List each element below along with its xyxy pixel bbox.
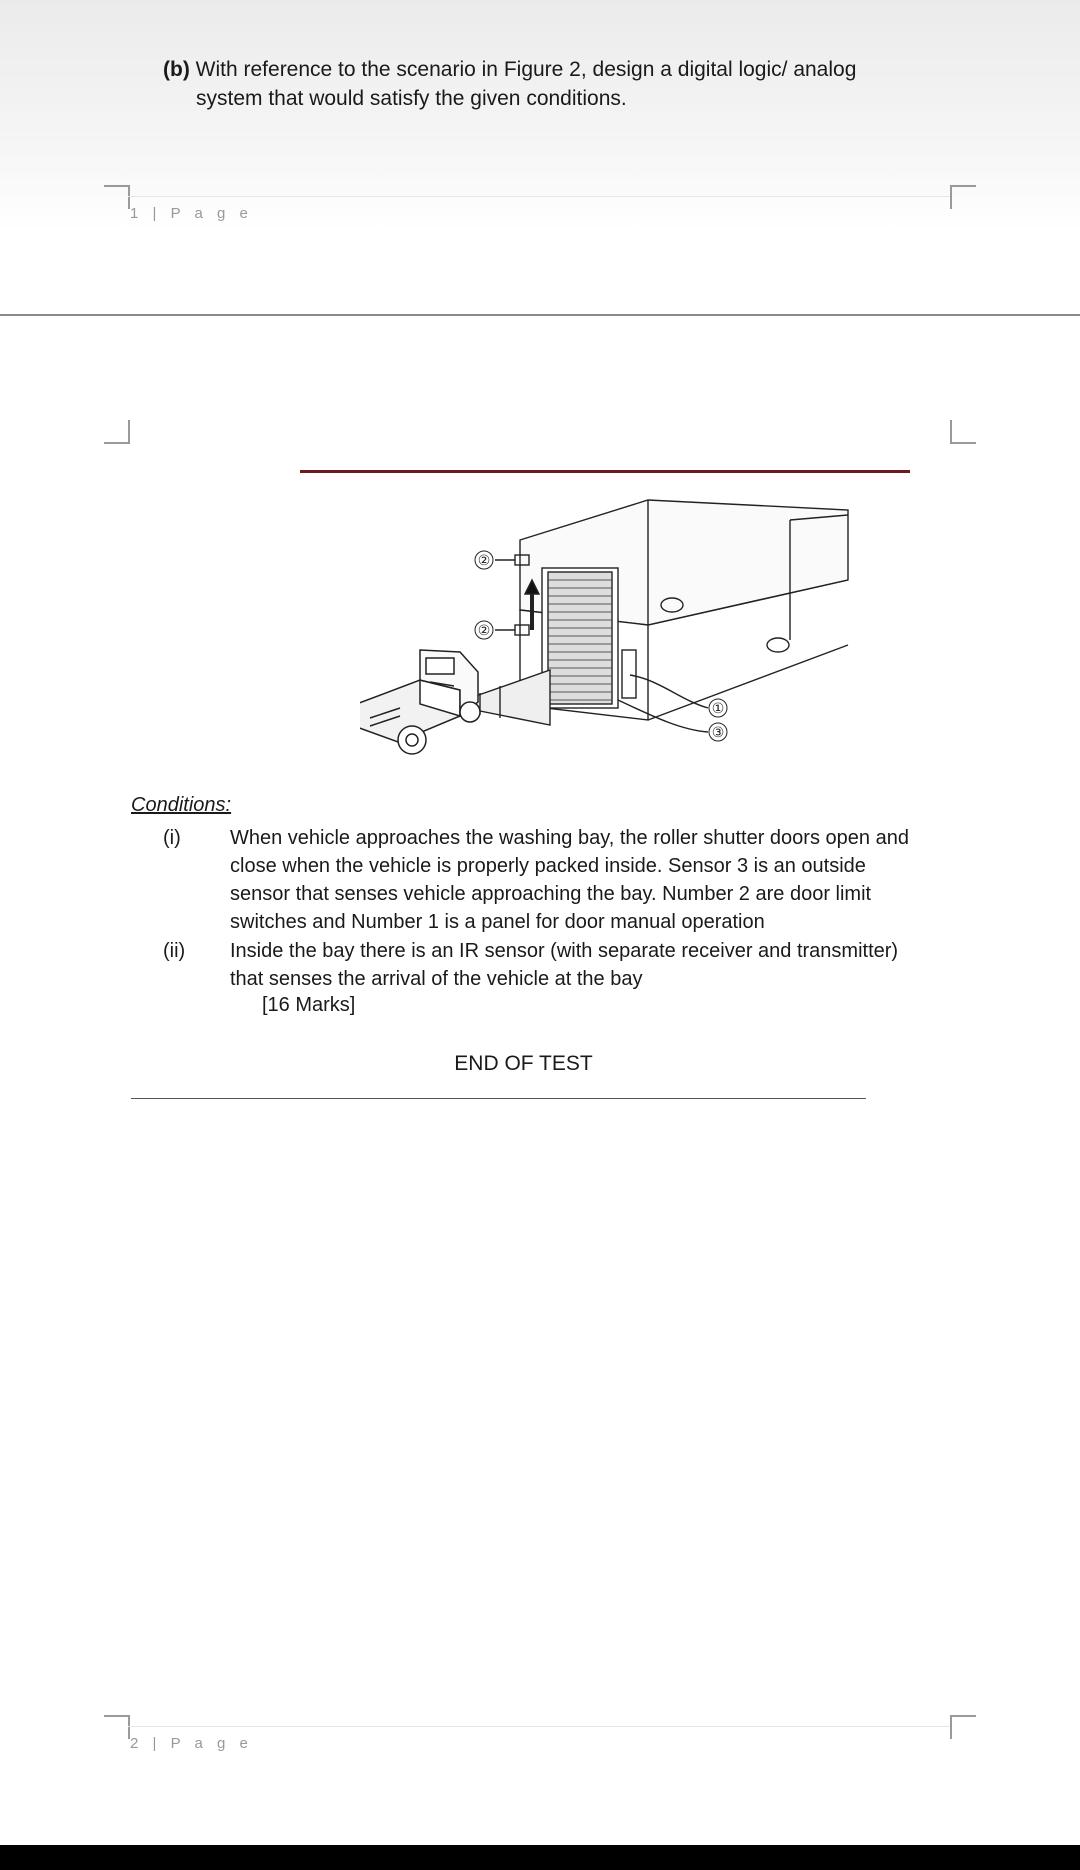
- callout-label-2b: ②: [477, 623, 491, 639]
- end-of-test: END OF TEST: [454, 1052, 593, 1075]
- ir-receiver: [767, 638, 789, 652]
- footer-line: [128, 196, 950, 197]
- question-label: (b): [163, 58, 190, 81]
- condition-item-2: [163, 937, 943, 993]
- footer-line: [128, 1726, 950, 1727]
- marks-label: [16 Marks]: [262, 994, 356, 1016]
- question-b: [163, 55, 923, 113]
- page-number-2: 2 | P a g e: [130, 1735, 253, 1752]
- condition-number: (i): [163, 827, 181, 849]
- page-corner-mark: [950, 185, 976, 209]
- question-text-line1: With reference to the scenario in Figure 2, design a digital logic/ analog: [195, 58, 857, 81]
- conditions-title: Conditions:: [131, 794, 232, 816]
- page-corner-mark: [950, 420, 976, 444]
- page-corner-mark: [950, 1715, 976, 1739]
- page-corner-mark: [104, 420, 130, 444]
- screen-bottom-bar: [0, 1845, 1080, 1870]
- callout-label-2a: ②: [477, 553, 491, 569]
- callout-label-1: ①: [711, 701, 725, 717]
- condition-text: When vehicle approaches the washing bay, the roller shutter doors open and close when the vehicle is properly packed inside. Sensor 3 is an outside sensor that senses vehicle approaching the bay. Number 2 are door limit switches and Number 1 is a panel for door manual operation: [230, 827, 909, 933]
- page-separator: [0, 314, 1080, 316]
- condition-text: Inside the bay there is an IR sensor (with separate receiver and transmitter) that senses the arrival of the vehicle at the bay: [230, 940, 899, 990]
- page-number-1: 1 | P a g e: [130, 205, 253, 222]
- condition-item-1: [163, 824, 943, 936]
- building-base-line: [648, 645, 848, 720]
- page-corner-mark: [104, 185, 130, 209]
- page-corner-mark: [104, 1715, 130, 1739]
- figure-washing-bay: [360, 490, 850, 770]
- callout-label-3: ③: [711, 725, 725, 741]
- header-rule: [300, 470, 910, 473]
- end-rule: [131, 1098, 866, 1099]
- truck: [360, 650, 480, 754]
- condition-number: (ii): [163, 940, 186, 962]
- page-1-background: [0, 0, 1080, 315]
- question-text-line2: system that would satisfy the given conditions.: [196, 87, 627, 110]
